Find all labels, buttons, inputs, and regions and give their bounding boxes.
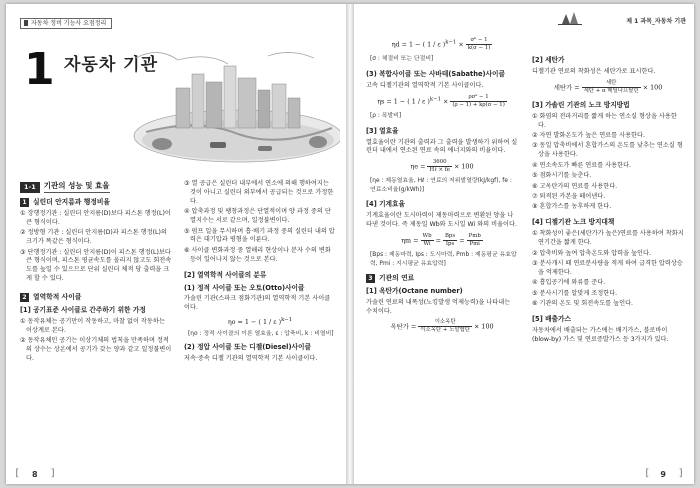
otto-heading: (1) 정적 사이클 또는 오토(Otto)사이클 [184, 283, 305, 292]
heading-text: 기관의 연료 [379, 273, 415, 282]
cetane-formula: 세탄가 = $\frac{\text{세탄}}{\text{세탄 + α 메틸나프탈린}}$ × 100 [553, 79, 663, 94]
list-item: ⑤ 분사시기를 알맞게 조정한다. [532, 289, 618, 297]
heading-2 [20, 293, 172, 302]
chapter-title: 자동차 기관 [64, 55, 159, 75]
city-illustration [118, 48, 340, 168]
efficiency-note: [ηe : 제동열효율, Hℓ : 연료의 저위발열량(kJ/kgf), fe : 연료소비율(g/kWh)] [370, 178, 512, 194]
right-page-number: 9 [660, 470, 666, 479]
diesel-text: 저속·중속 디젤 기관의 열역학적 기본 사이클이다. [184, 355, 318, 363]
right-bracket-close: ] [677, 468, 684, 479]
cetane-text: 디젤기관 연료의 착화성은 세탄가로 표시한다. [532, 67, 656, 75]
list-item: ⑦ 퇴적된 카본을 떼어낸다. [532, 192, 606, 200]
mech-formula: ηm = $\frac{Wb}{Wi}$ = $\frac{\text{Bps}}{\text{Ips}}$ = $\frac{\text{Pmb}}{\text{Pmi}}$ [401, 232, 481, 247]
tree-icon [558, 10, 582, 26]
heading-number: 1 [20, 198, 29, 207]
diesel-heading: (2) 정압 사이클 또는 디젤(Diesel)사이클 [184, 343, 311, 352]
left-header-tag: 자동차 정비 기능사 요점정리 [20, 18, 112, 29]
heading-number: 2 [20, 293, 29, 302]
otto-note: [ηo : 정적 사이클의 이론 열효율, ε : 압축비, k : 비열비] [188, 331, 334, 338]
left-page-number: 8 [32, 470, 38, 479]
chapter-number: 1 [24, 44, 53, 95]
efficiency-formula: ηe = $\frac{3600}{\text{Hℓ × fe}}$ × 100 [410, 159, 474, 174]
octane-heading: [1] 옥탄가(Octane number) [366, 286, 463, 295]
cetane-heading: [2] 세탄가 [532, 56, 565, 64]
efficiency-heading: [3] 열효율 [366, 126, 399, 135]
list-item: ① 동작유체는 공기만이 작동하고, 마찰 없이 작동하는 이상계로 본다. [20, 318, 165, 334]
left-bracket-close: ] [50, 468, 57, 479]
right-column-1 [366, 34, 518, 337]
diesel-note: [σ : 체절비 또는 단절비] [370, 56, 434, 62]
left-bracket: [ [14, 468, 21, 479]
emission-text: 자동차에서 배출되는 가스에는 배기가스, 블로바이(blow-by) 가스 및 연료증발가스 등 3가지가 있다. [532, 326, 669, 343]
sabathe-formula: ηs = 1 − ( 1 / ε )$^{k-1}$ × $\frac{\text{ρσᵏ − 1}}{(\rho - 1) + k\rho(\sigma - 1)}$ [377, 93, 505, 108]
list-item: ③ 동일 압축비에서 혼합가스의 온도를 낮추는 연소실 형상을 사용한다. [532, 142, 683, 159]
subheading: [1] 공기표준 사이클로 간주하기 위한 가정 [20, 306, 146, 315]
book-spread [6, 4, 694, 484]
mech-text: 기계효율이란 도시마력이 제동마력으로 변환된 양을 나타낸 것이다. 즉 제동일 Wb와 도시일 Wi 와의 비율이다. [366, 212, 517, 228]
list-item: ⑥ 사이클 변화과정 중 열해리 현상이나 분자 수의 변화 등이 일어나지 않는 것으로 본다. [184, 246, 331, 263]
right-bracket: [ [643, 468, 650, 479]
list-item: ① 장행정기관 : 실린더 안지름(D)보다 피스톤 행정(L)이 큰 형식이다. [20, 209, 171, 226]
list-item: ⑥ 기관의 온도 및 회전속도를 높인다. [532, 300, 634, 308]
section-id: 1-1 [20, 182, 40, 193]
list-item: ③ 분사개시 때 연료분사량을 적게 하여 급격한 압력상승을 억제한다. [532, 259, 683, 276]
diesel-knock-heading: [4] 디젤기관 노크 방지대책 [532, 218, 615, 227]
emission-heading: [5] 배출가스 [532, 314, 571, 323]
sabathe-heading: (3) 복합사이클 또는 사바테(Sabathe)사이클 [366, 69, 505, 78]
list-item: ② 압축비와 높여 압축온도와 압력을 높인다. [532, 249, 651, 257]
book-gutter [346, 4, 354, 484]
list-item: ② 동작유체인 공기는 이상기체의 법칙을 만족하며 정적의 상수는 상온에서 공기가 갖는 양과 같고 일정불변이다. [20, 337, 172, 363]
efficiency-text: 열효율이란 기관의 출력과 그 출력을 발생하기 위하여 실린더 내에서 연소된 연료 속의 에너지와의 비율이다. [366, 138, 518, 155]
right-page [354, 4, 694, 484]
right-header-tag: 제 1 과목_자동차 기관 [626, 18, 686, 25]
diesel-formula: ηd = 1 − ( 1 / ε )$^{k-1}$ × $\frac{\text{σᵏ − 1}}{k(\sigma - 1)}$ [391, 37, 491, 51]
sabathe-text: 고속 디젤기관의 열역학적 기본 사이클이다. [366, 81, 484, 89]
sabathe-note: [ρ : 폭발비] [370, 112, 402, 119]
list-item: ② 자연 발화온도가 높은 연료를 사용한다. [532, 132, 645, 140]
otto-formula: ηo = 1 − ( 1 / ε )$^{k-1}$ [227, 317, 293, 327]
heading-text: 열역학적 사이클 [33, 293, 82, 302]
list-item: ⑥ 고옥탄가의 연료를 사용한다. [532, 182, 618, 190]
right-column-2 [532, 52, 684, 347]
list-item: ④ 흡입공기에 와류를 준다. [532, 279, 606, 287]
subheading: [2] 열역학적 사이클의 분류 [184, 270, 267, 279]
heading-text: 실린더 안지름과 행정비율 [33, 197, 110, 206]
list-item: ④ 압축과정 및 팽창과정은 단열적이며 양 과정 중의 단열지수는 서로 같으며, 일정불변이다. [184, 208, 331, 225]
list-item: ① 화염의 전파거리를 짧게 하는 연소실 형상을 사용한다. [532, 112, 677, 129]
list-item: ② 정방형 기관 : 실린더 안지름(D)과 피스톤 행정(L)의 크기가 똑같은 형식이다. [20, 229, 167, 246]
mech-note: [Bps : 제동마력, Ips : 도시마력, Pmb : 제동평균 유효압력, Pmi : 지시평균 유효압력] [370, 251, 517, 267]
heading-3 [366, 274, 518, 283]
heading-number: 3 [366, 274, 375, 283]
list-item: ③ 단행정기관 : 실린더 안지름(D)이 피스톤 행정(L)보다 큰 형식이며, 피스톤 평균속도를 올리지 않고도 회전속도를 높일 수 있으므로 단위 실린더 체적 당 출력을 크게 할 수 있다. [20, 248, 172, 283]
list-item: ④ 연소속도가 빠른 연료를 사용한다. [532, 161, 632, 169]
list-item: ⑤ 점화시기를 늦춘다. [532, 172, 592, 180]
knock-heading: [3] 가솔린 기관의 노크 방지방법 [532, 100, 630, 109]
heading-1 [20, 198, 172, 207]
left-column-2 [184, 180, 336, 366]
left-page [6, 4, 346, 484]
section-title: 기관의 성능 및 효율 [44, 182, 110, 193]
octane-text: 가솔린 연료의 내폭성(노킹발생 억제능력)을 나타내는 수치이다. [366, 298, 511, 315]
section-heading [20, 182, 172, 193]
list-item: ⑧ 혼합가스를 농후하게 한다. [532, 203, 612, 211]
mech-heading: [4] 기계효율 [366, 200, 405, 209]
list-item: ③ 열 공급은 실린더 내부에서 연소에 의해 행하여지는 것이 아니고 실린더 외부에서 공급되는 것으로 가정한다. [184, 180, 334, 205]
left-column-1 [20, 182, 172, 366]
list-item: ⑤ 펌프 일을 무시하며 흡·배기 과정 중의 실린더 내의 압력은 대기압과 평형을 이룬다. [184, 227, 335, 244]
octane-formula: 옥탄가 = $\frac{\text{이소옥탄}}{\text{이소옥탄 + 노말헵탄}}$ × 100 [390, 319, 494, 334]
otto-text: 가솔린 기관(스파크 점화기관)의 열역학적 기본 사이클이다. [184, 295, 331, 312]
list-item: ① 착화성이 좋은(세탄가가 높은)연료를 사용하여 착화지연기간을 짧게 한다. [532, 230, 684, 247]
